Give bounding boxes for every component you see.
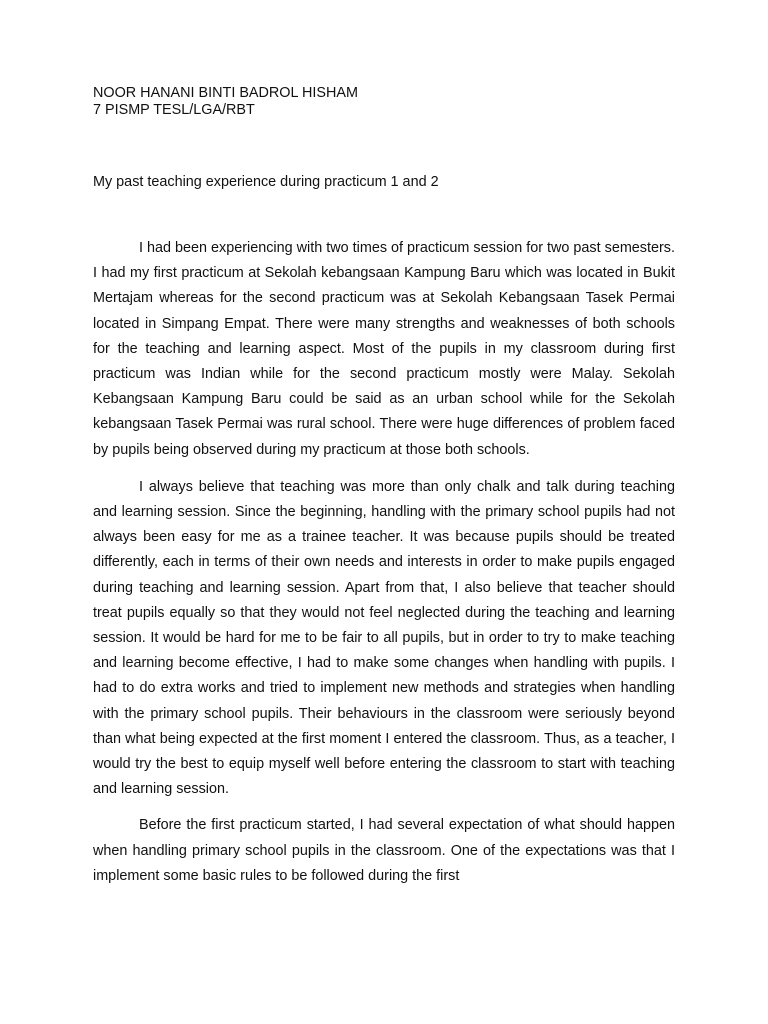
- document-body: [93, 85, 675, 889]
- course-code: 7 PISMP TESL/LGA/RBT: [93, 102, 255, 118]
- paragraph-3: Before the first practicum started, I had several expectation of what should happen when handling primary school pupils in the classroom. One of the expectations was that I implement some basic rules to be followed during the first: [93, 817, 675, 884]
- author-name: NOOR HANANI BINTI BADROL HISHAM: [93, 85, 358, 101]
- document-title: My past teaching experience during practicum 1 and 2: [93, 174, 439, 190]
- paragraph-2: I always believe that teaching was more than only chalk and talk during teaching and learning session. Since the beginning, handling with the primary school pupils had not always been easy for me as a trainee teacher. It was because pupils should be treated differently, each in terms of their own needs and interests in order to make pupils engaged during teaching and learning session. Apart from that, I also believe that teacher should treat pupils equally so that they would not feel neglected during the teaching and learning session. It would be hard for me to be fair to all pupils, but in order to try to make teaching and learning become effective, I had to make some changes when handling with pupils. I had to do extra works and tried to implement new methods and strategies when handling with the primary school pupils. Their behaviours in the classroom were seriously beyond than what being expected at the first moment I entered the classroom. Thus, as a teacher, I would try the best to equip myself well before entering the classroom to start with teaching and learning session.: [93, 478, 675, 798]
- paragraph-1: I had been experiencing with two times of practicum session for two past semesters. I had my first practicum at Sekolah kebangsaan Kampung Baru which was located in Bukit Mertajam whereas for the second practicum was at Sekolah Kebangsaan Tasek Permai located in Simpang Empat. There were many strengths and weaknesses of both schools for the teaching and learning aspect. Most of the pupils in my classroom during first practicum was Indian while for the second practicum mostly were Malay. Sekolah Kebangsaan Kampung Baru could be said as an urban school while for the Sekolah kebangsaan Tasek Permai was rural school. There were huge differences of problem faced by pupils being observed during my practicum at those both schools.: [93, 240, 675, 458]
